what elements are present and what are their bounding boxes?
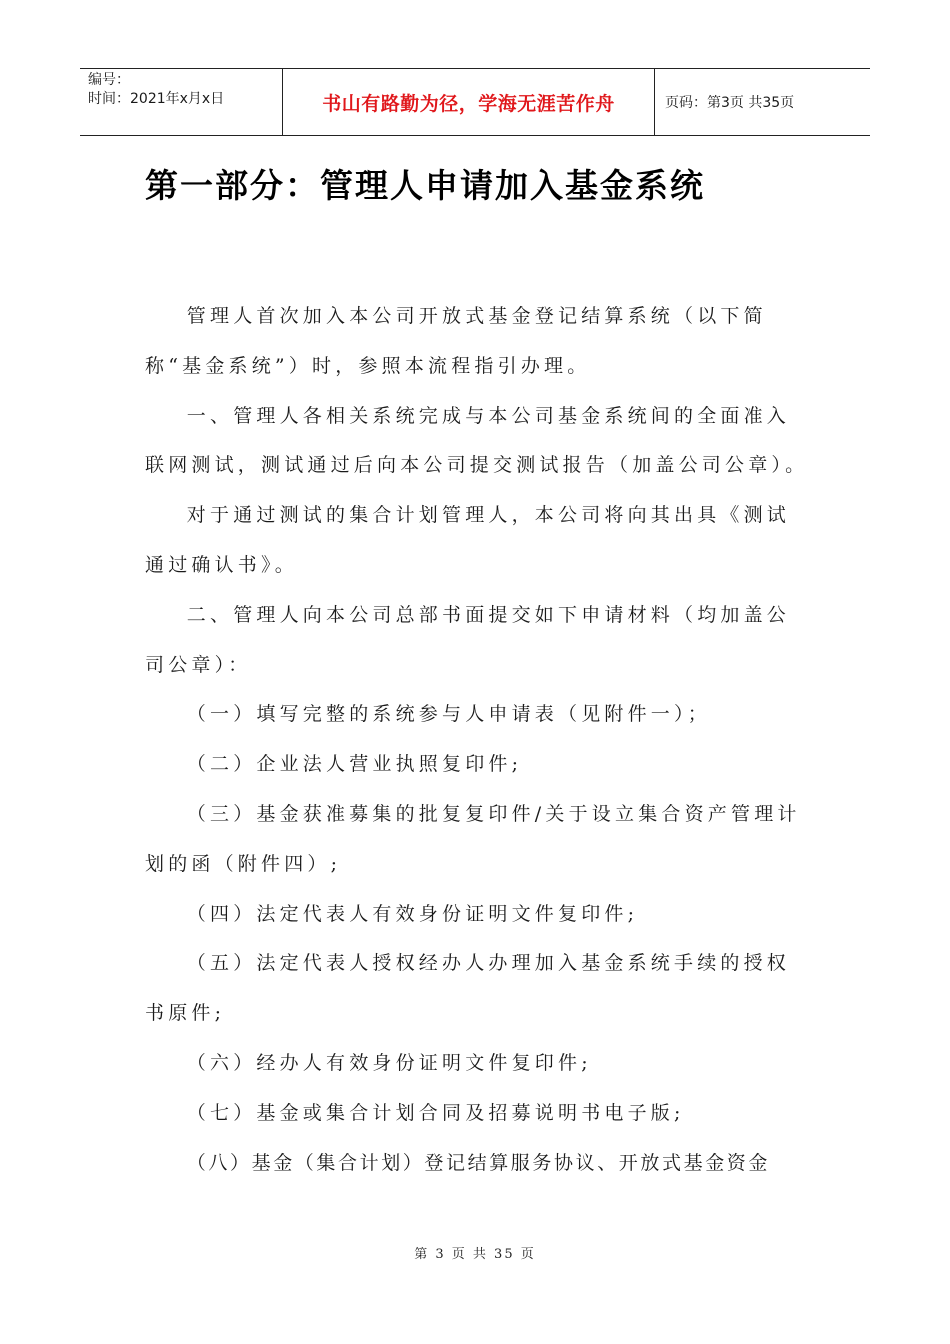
paragraph-step-two: 二、管理人向本公司总部书面提交如下申请材料（均加盖公司公章）： — [145, 603, 790, 676]
paragraph-confirmation: 对于通过测试的集合计划管理人，本公司将向其出具《测试通过确认书》。 — [145, 504, 790, 576]
document-number-label: 编号： — [88, 72, 130, 88]
list-item-material-2: （二）企业法人营业执照复印件; — [186, 753, 523, 776]
header-page-cell — [655, 69, 870, 135]
header-page-info: 页码：第3页 共35页 — [665, 95, 795, 111]
list-item-material-6: （六）经办人有效身份证明文件复印件; — [186, 1051, 592, 1074]
header-motto-cell — [282, 69, 655, 135]
document-body — [145, 292, 810, 1188]
list-item-material-8: （八）基金（集合计划）登记结算服务协议、开放式基金资金 — [186, 1151, 770, 1174]
document-date-label: 时间：2021年x月x日 — [88, 91, 225, 107]
paragraph-step-one: 一、管理人各相关系统完成与本公司基金系统间的全面准入联网测试，测试通过后向本公司提交测试报告（加盖公司公章）。 — [145, 404, 809, 477]
list-item-material-5: （五）法定代表人授权经办人办理加入基金系统手续的授权书原件; — [145, 952, 790, 1025]
list-item-material-1: （一）填写完整的系统参与人申请表（见附件一）； — [186, 703, 711, 726]
paragraph-intro: 管理人首次加入本公司开放式基金登记结算系统（以下简称“基金系统”）时，参照本流程指引办理。 — [145, 305, 767, 377]
header-meta-cell — [80, 69, 282, 135]
page-header — [80, 68, 870, 136]
list-item-material-3: （三）基金获准募集的批复复印件/关于设立集合资产管理计划的函（附件四）; — [145, 802, 801, 875]
page-title: 第一部分：管理人申请加入基金系统 — [145, 166, 705, 205]
list-item-material-4: （四）法定代表人有效身份证明文件复印件; — [186, 902, 639, 925]
header-motto: 书山有路勤为径，学海无涯苦作舟 — [322, 92, 615, 115]
page-footer: 第 3 页 共 35 页 — [414, 1247, 536, 1262]
list-item-material-7: （七）基金或集合计划合同及招募说明书电子版; — [186, 1101, 685, 1124]
